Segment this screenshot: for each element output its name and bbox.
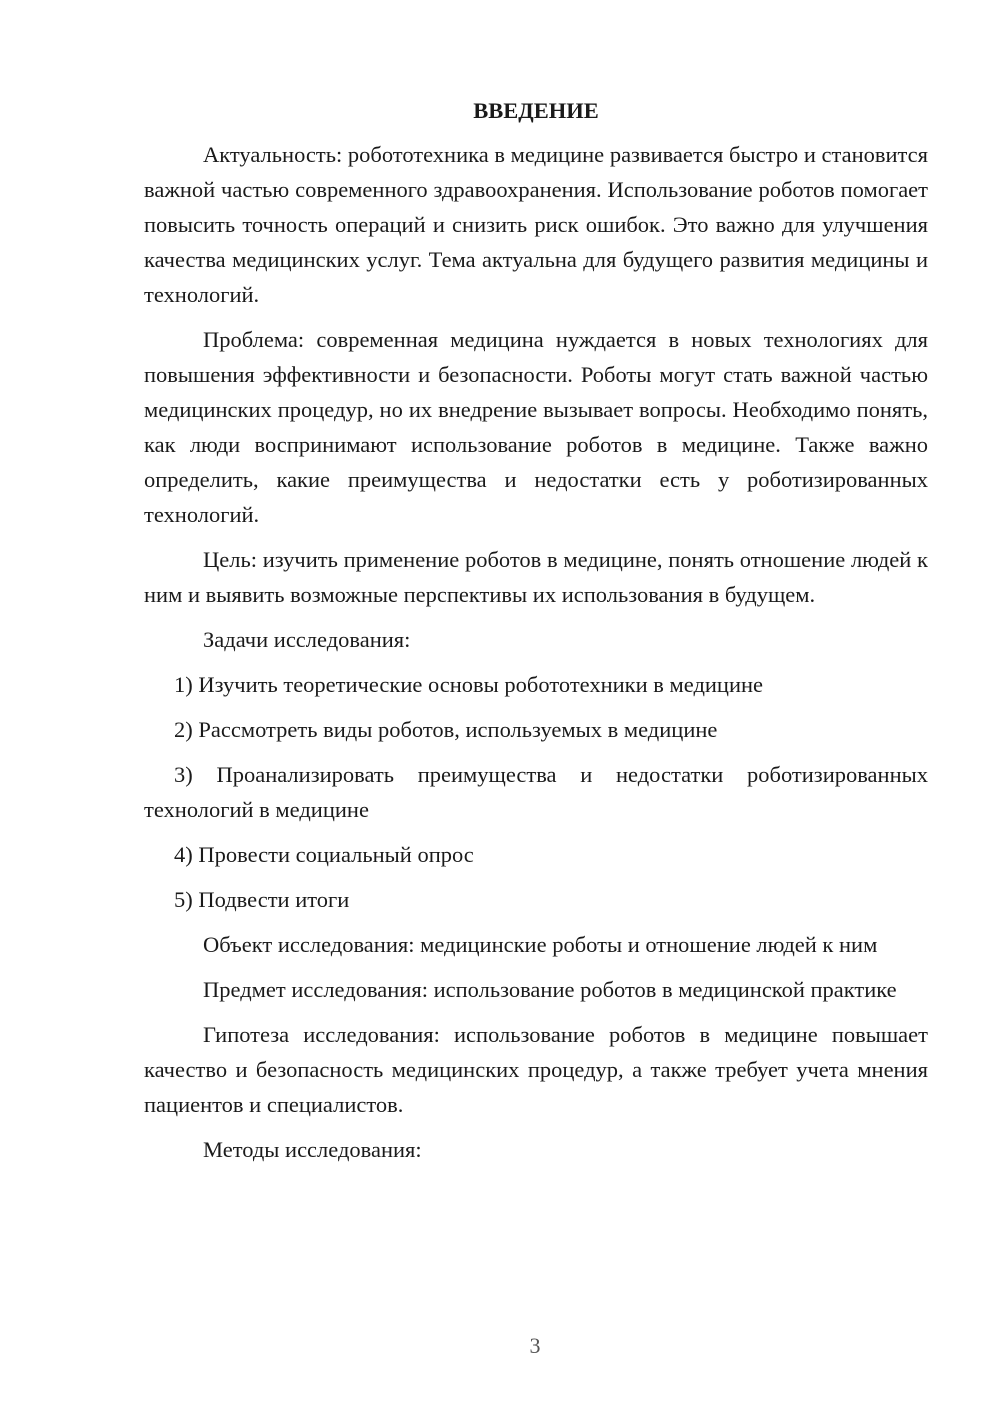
- section-title: ВВЕДЕНИЕ: [473, 98, 599, 123]
- goal-paragraph: Цель: изучить применение роботов в медицине, понять отношение людей к ним и выявить возможные перспективы их использования в будущем.: [144, 547, 928, 607]
- task-item-3: 3) Проанализировать преимущества и недостатки роботизированных технологий в медицине: [144, 762, 928, 822]
- subject-paragraph: Предмет исследования: использование роботов в медицинской практике: [203, 977, 897, 1002]
- task-item-4: 4) Провести социальный опрос: [174, 842, 474, 867]
- object-paragraph: Объект исследования: медицинские роботы и отношение людей к ним: [203, 932, 878, 957]
- task-item-5: 5) Подвести итоги: [174, 887, 350, 912]
- hypothesis-paragraph: Гипотеза исследования: использование роботов в медицине повышает качество и безопасность медицинских процедур, а также требует учета мнения пациентов и специалистов.: [144, 1022, 928, 1117]
- problem-paragraph: Проблема: современная медицина нуждается в новых технологиях для повышения эффективности и безопасности. Роботы могут стать важной частью медицинских процедур, но их внедрение вызывает вопросы. Необходимо понять, как люди воспринимают использование роботов в медицине. Также важно определить, какие преимущества и недостатки есть у роботизированных технологий.: [144, 327, 928, 527]
- tasks-heading: Задачи исследования:: [203, 627, 411, 652]
- page-content: [144, 93, 928, 1177]
- task-item-1: 1) Изучить теоретические основы робототехники в медицине: [174, 672, 764, 697]
- page-number: 3: [529, 1333, 541, 1358]
- methods-paragraph: Методы исследования:: [203, 1137, 422, 1162]
- task-item-2: 2) Рассмотреть виды роботов, используемых в медицине: [174, 717, 718, 742]
- relevance-paragraph: Актуальность: робототехника в медицине развивается быстро и становится важной частью современного здравоохранения. Использование роботов помогает повысить точность операций и снизить риск ошибок. Это важно для улучшения качества медицинских услуг. Тема актуальна для будущего развития медицины и технологий.: [144, 142, 928, 307]
